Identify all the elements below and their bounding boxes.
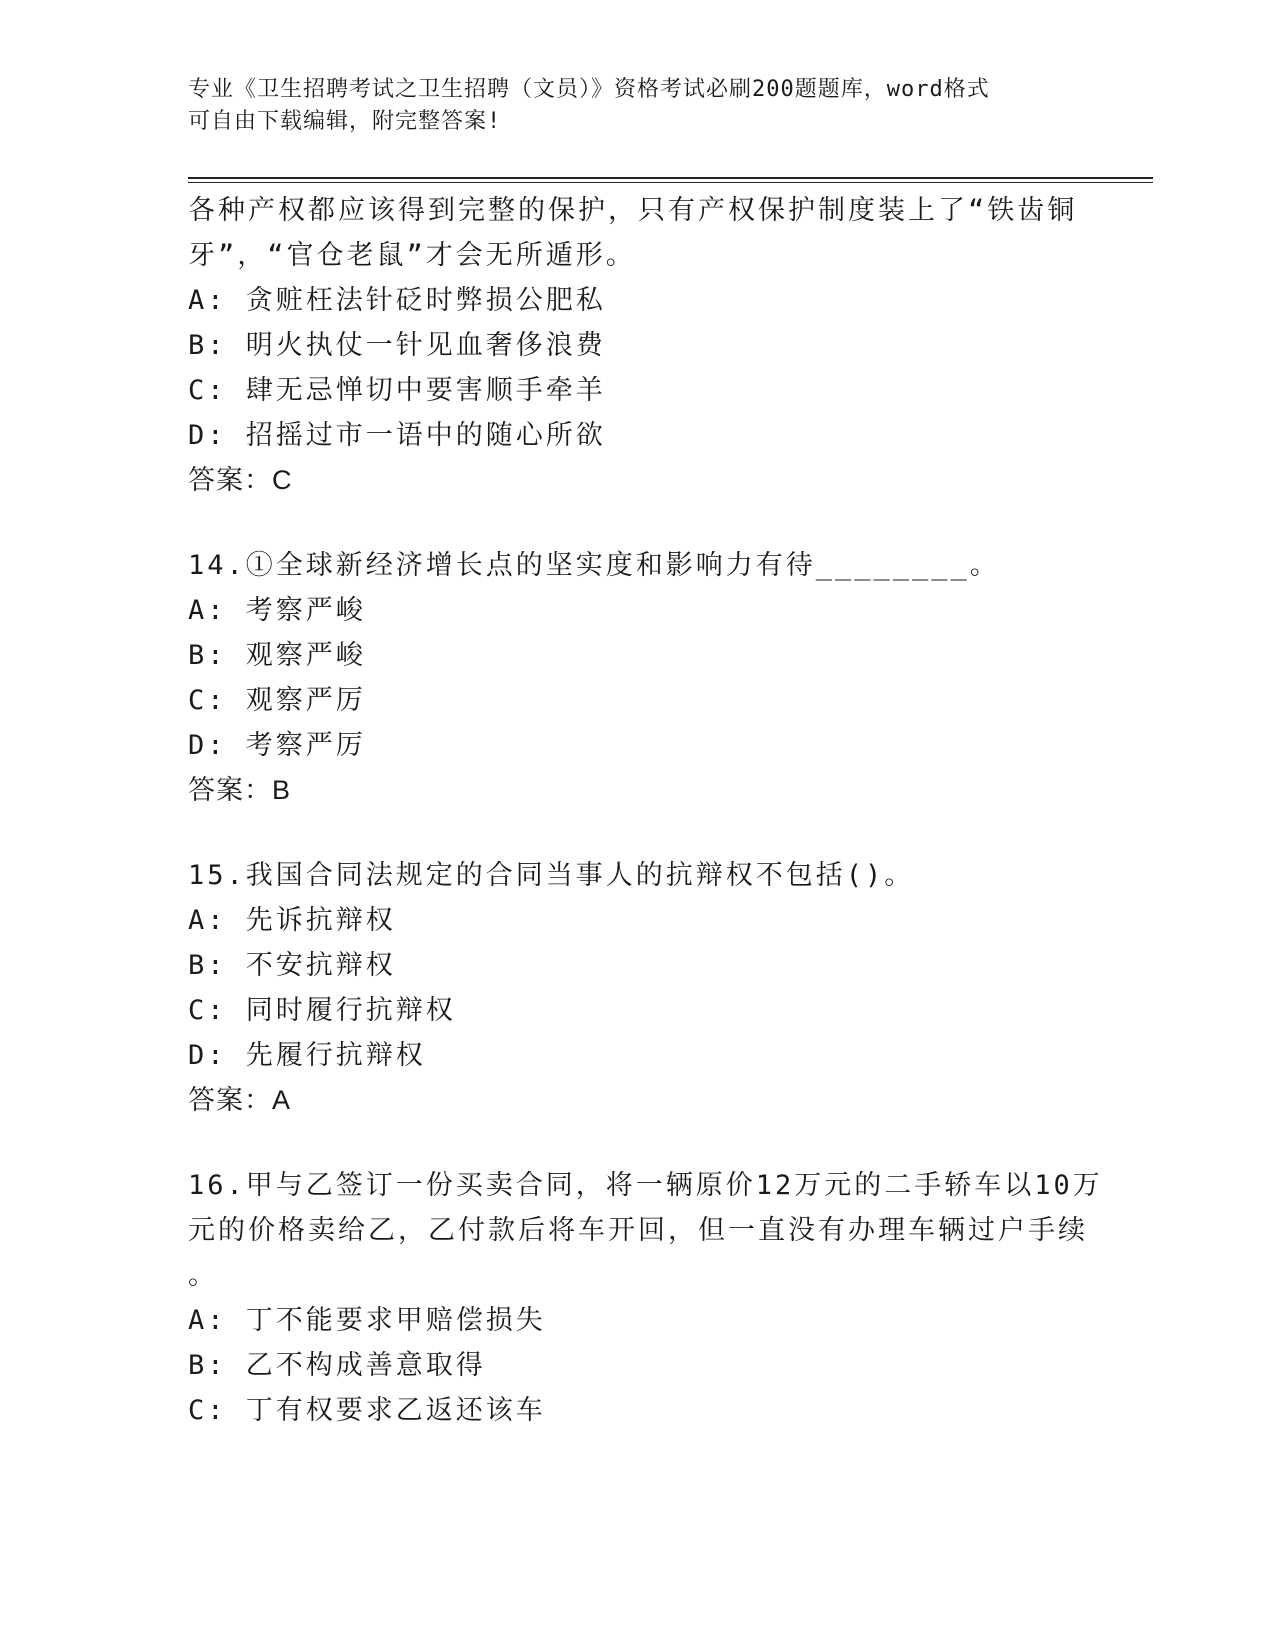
option-d: D: 考察严厉: [188, 730, 366, 761]
answer-line: 答案：B: [188, 775, 292, 805]
answer-line: 答案：A: [188, 1085, 292, 1115]
option-b: B: 乙不构成善意取得: [188, 1350, 486, 1381]
answer-line: 答案：C: [188, 465, 293, 495]
spacer: [188, 813, 1108, 853]
question-16: [188, 1163, 1108, 1433]
option-a: A: 先诉抗辩权: [188, 905, 396, 936]
spacer: [188, 503, 1108, 543]
question-15: [188, 853, 1108, 1123]
question-list: [188, 188, 1108, 1433]
option-c: C: 观察严厉: [188, 685, 366, 716]
question-stem-line: 15.我国合同法规定的合同当事人的抗辩权不包括()。: [188, 860, 915, 891]
option-b: B: 观察严峻: [188, 640, 366, 671]
document-header: [188, 74, 1088, 138]
spacer: [188, 1123, 1108, 1163]
header-line-2: 可自由下载编辑，附完整答案!: [188, 109, 502, 134]
option-b: B: 不安抗辩权: [188, 950, 396, 981]
question-13: [188, 188, 1108, 503]
option-c: C: 丁有权要求乙返还该车: [188, 1395, 546, 1426]
option-c: C: 肆无忌惮切中要害顺手牵羊: [188, 375, 606, 406]
header-divider-thin: [188, 182, 1153, 183]
question-14: [188, 543, 1108, 813]
header-divider-thick: [188, 177, 1153, 179]
question-stem-line: 元的价格卖给乙，乙付款后将车开回，但一直没有办理车辆过户手续: [188, 1215, 1088, 1246]
option-a: A: 贪赃枉法针砭时弊损公肥私: [188, 285, 606, 316]
question-stem-line: 14.①全球新经济增长点的坚实度和影响力有待________。: [188, 550, 1000, 581]
option-c: C: 同时履行抗辩权: [188, 995, 456, 1026]
option-a: A: 丁不能要求甲赔偿损失: [188, 1305, 546, 1336]
option-d: D: 先履行抗辩权: [188, 1040, 426, 1071]
option-b: B: 明火执仗一针见血奢侈浪费: [188, 330, 606, 361]
header-line-1: 专业《卫生招聘考试之卫生招聘（文员）》资格考试必刷200题题库，word格式: [188, 77, 990, 102]
question-stem-line: 牙”，“官仓老鼠”才会无所遁形。: [188, 240, 636, 271]
option-d: D: 招摇过市一语中的随心所欲: [188, 420, 606, 451]
option-a: A: 考察严峻: [188, 595, 366, 626]
question-stem-line: 。: [188, 1260, 218, 1291]
question-stem-line: 各种产权都应该得到完整的保护，只有产权保护制度装上了“铁齿铜: [188, 195, 1078, 226]
question-stem-line: 16.甲与乙签订一份买卖合同，将一辆原价12万元的二手轿车以10万: [188, 1170, 1103, 1201]
